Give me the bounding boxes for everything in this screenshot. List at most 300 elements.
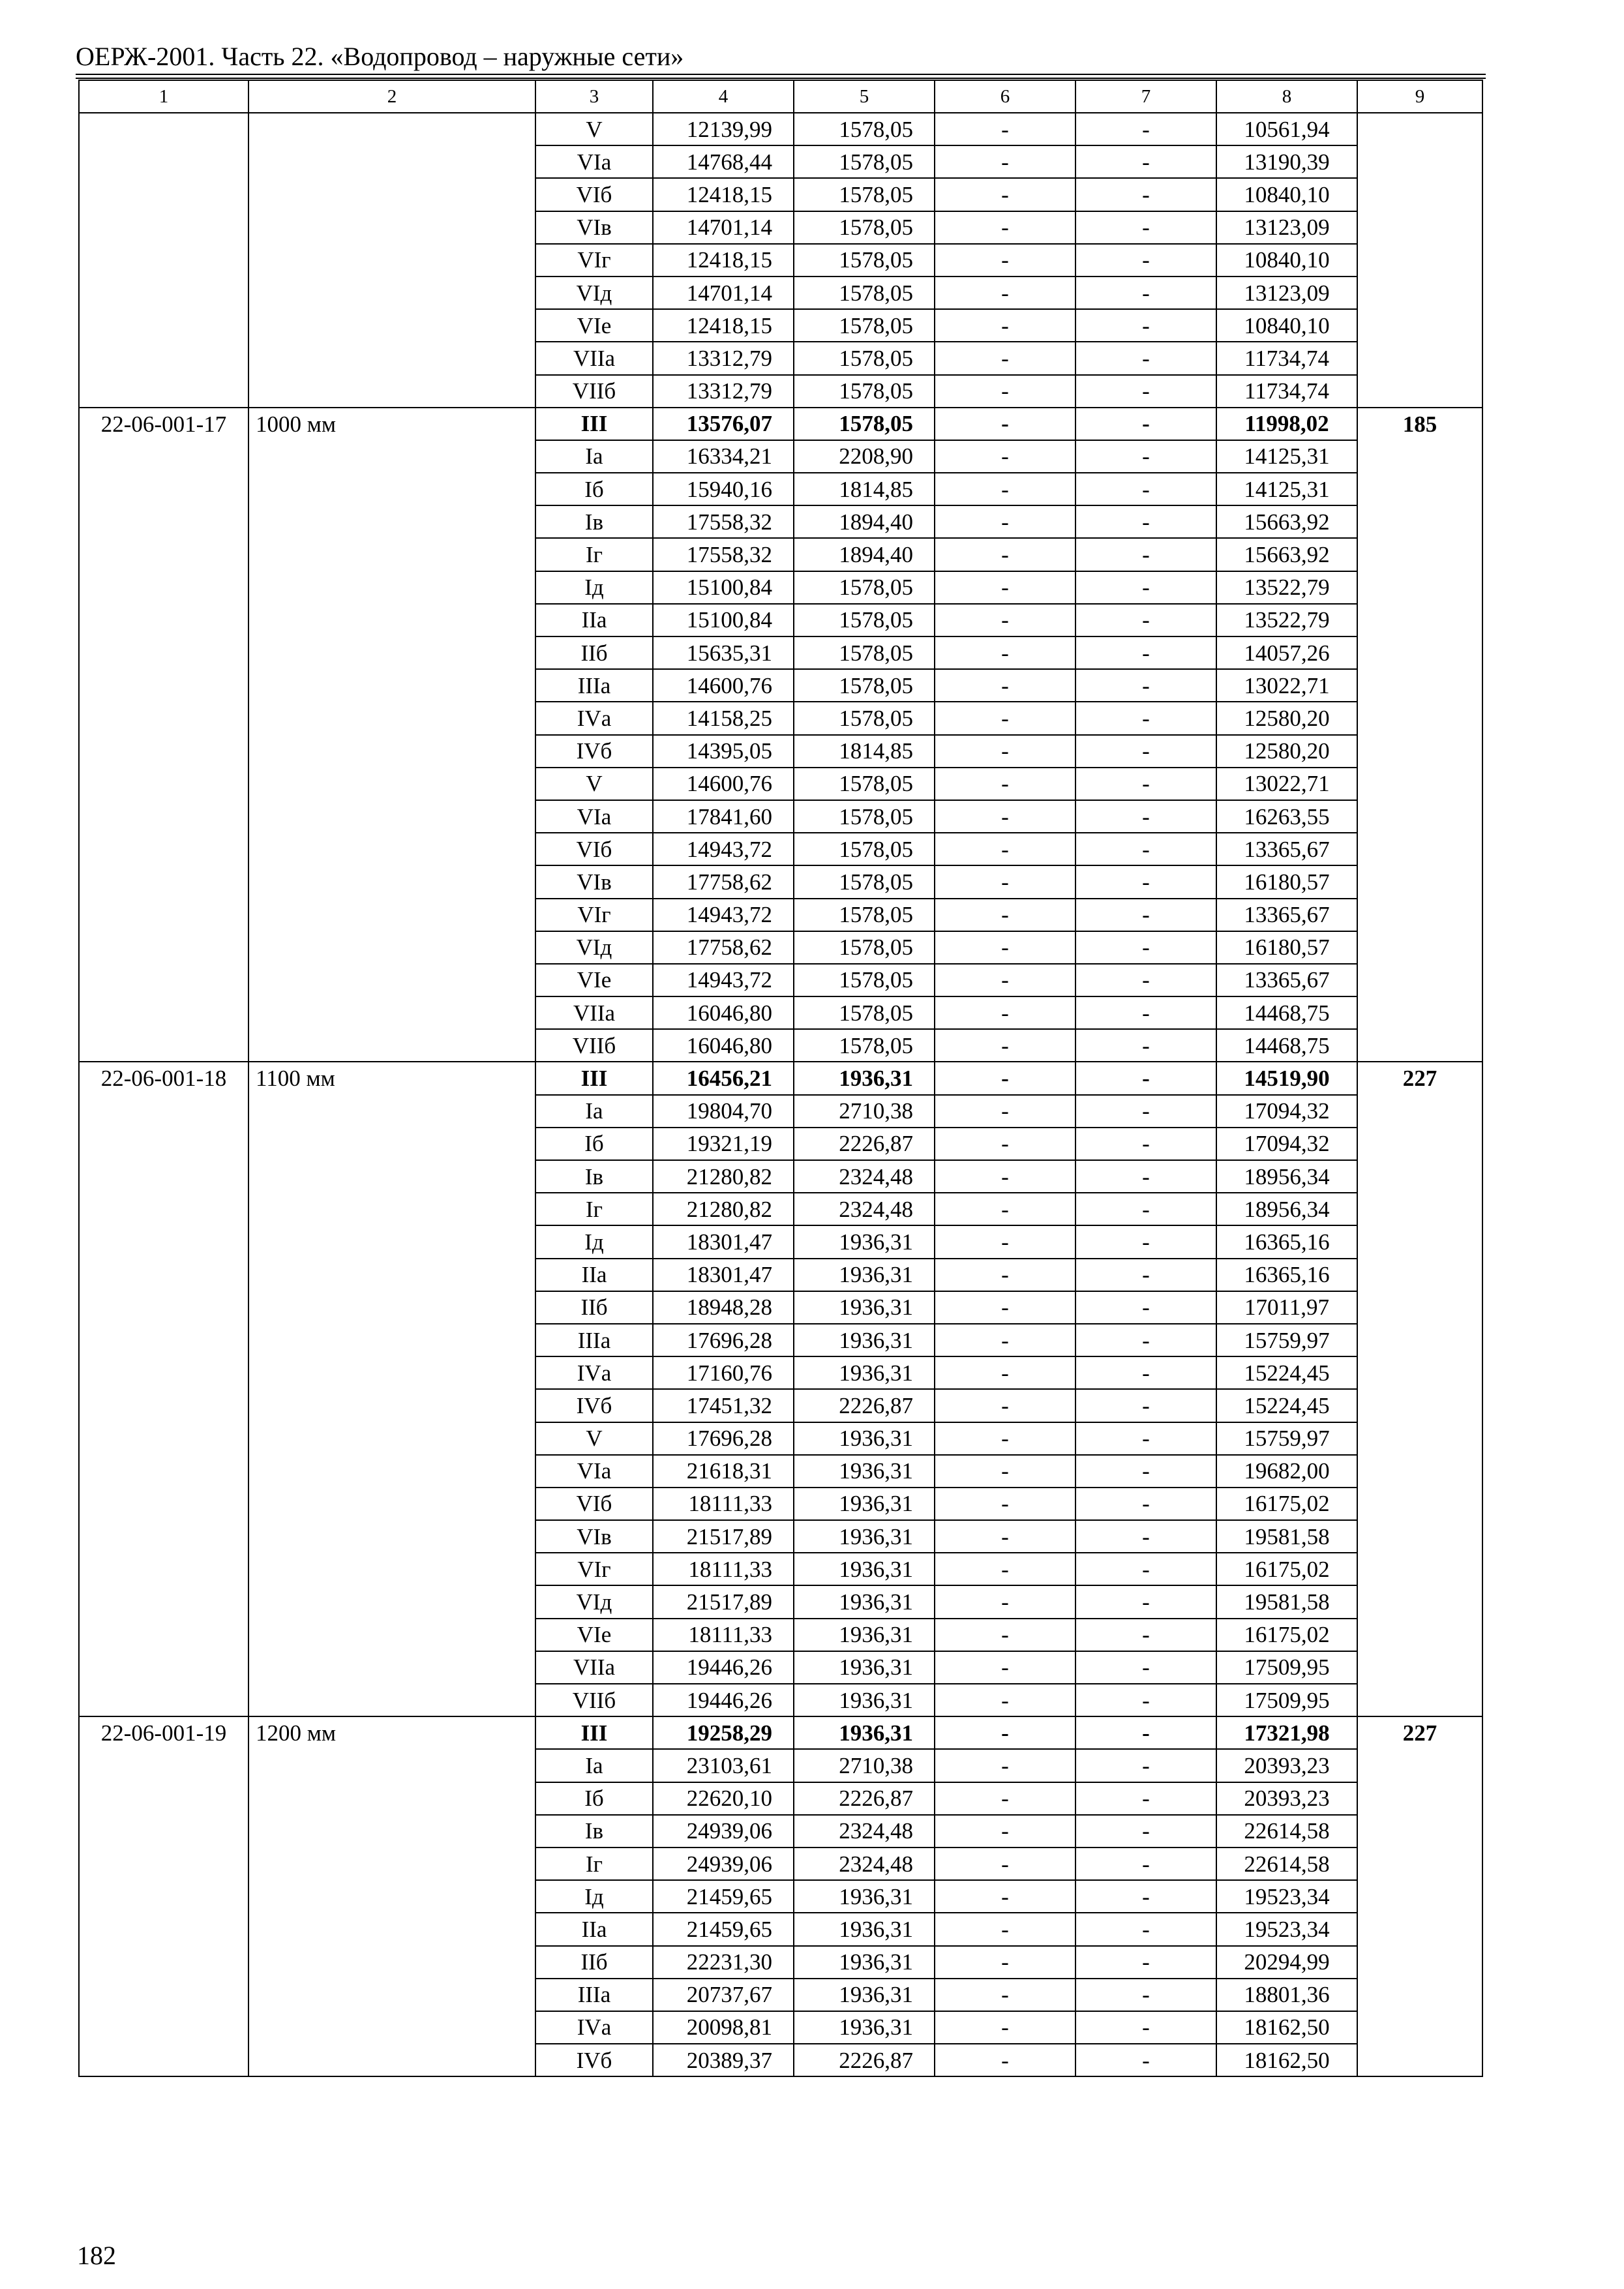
wages: 1578,05	[794, 375, 935, 408]
operator-wages: -	[1075, 1389, 1216, 1422]
total-cost: 19258,29	[653, 1716, 794, 1749]
machine-cost: -	[935, 1585, 1075, 1618]
region-zone: Iг	[535, 538, 653, 571]
materials-cost: 10840,10	[1216, 178, 1357, 211]
materials-cost: 13022,71	[1216, 669, 1357, 702]
machine-cost: -	[935, 1684, 1075, 1716]
operator-wages: -	[1075, 1815, 1216, 1848]
machine-cost: -	[935, 1324, 1075, 1356]
item-name: 1000 мм	[248, 408, 535, 1062]
wages: 1578,05	[794, 342, 935, 374]
machine-cost: -	[935, 899, 1075, 931]
wages: 1578,05	[794, 1029, 935, 1062]
wages: 1936,31	[794, 1520, 935, 1553]
region-zone: VIг	[535, 244, 653, 277]
machine-cost: -	[935, 1128, 1075, 1160]
total-cost: 17696,28	[653, 1422, 794, 1455]
total-cost: 17758,62	[653, 931, 794, 964]
wages: 2324,48	[794, 1815, 935, 1848]
total-cost: 20737,67	[653, 1979, 794, 2011]
labor-cost: 227	[1357, 1716, 1482, 2076]
machine-cost: -	[935, 1029, 1075, 1062]
materials-cost: 18162,50	[1216, 2011, 1357, 2044]
wages: 2226,87	[794, 1782, 935, 1815]
total-cost: 18111,33	[653, 1553, 794, 1585]
operator-wages: -	[1075, 1160, 1216, 1193]
operator-wages: -	[1075, 1259, 1216, 1291]
materials-cost: 11734,74	[1216, 342, 1357, 374]
region-zone: Iа	[535, 1749, 653, 1782]
total-cost: 16334,21	[653, 440, 794, 473]
region-zone: IIа	[535, 1913, 653, 1945]
region-zone: III	[535, 408, 653, 440]
region-zone: VIа	[535, 145, 653, 178]
materials-cost: 13022,71	[1216, 768, 1357, 800]
operator-wages: -	[1075, 1782, 1216, 1815]
operator-wages: -	[1075, 1488, 1216, 1520]
wages: 2226,87	[794, 1389, 935, 1422]
materials-cost: 19523,34	[1216, 1913, 1357, 1945]
region-zone: IVб	[535, 735, 653, 768]
operator-wages: -	[1075, 113, 1216, 145]
operator-wages: -	[1075, 1651, 1216, 1684]
wages: 1936,31	[794, 1979, 935, 2011]
column-number: 7	[1075, 80, 1216, 113]
materials-cost: 11998,02	[1216, 408, 1357, 440]
operator-wages: -	[1075, 145, 1216, 178]
total-cost: 22231,30	[653, 1946, 794, 1979]
operator-wages: -	[1075, 408, 1216, 440]
materials-cost: 13365,67	[1216, 833, 1357, 865]
region-zone: Iд	[535, 571, 653, 604]
operator-wages: -	[1075, 571, 1216, 604]
labor-cost: 227	[1357, 1062, 1482, 1716]
materials-cost: 14125,31	[1216, 473, 1357, 505]
machine-cost: -	[935, 636, 1075, 669]
machine-cost: -	[935, 1422, 1075, 1455]
total-cost: 21280,82	[653, 1193, 794, 1225]
region-zone: VIIа	[535, 1651, 653, 1684]
region-zone: IIа	[535, 604, 653, 636]
region-zone: VIа	[535, 1455, 653, 1488]
operator-wages: -	[1075, 1356, 1216, 1389]
total-cost: 17696,28	[653, 1324, 794, 1356]
total-cost: 15635,31	[653, 636, 794, 669]
wages: 2710,38	[794, 1749, 935, 1782]
region-zone: Iг	[535, 1193, 653, 1225]
machine-cost: -	[935, 768, 1075, 800]
materials-cost: 19682,00	[1216, 1455, 1357, 1488]
table-row	[79, 113, 1482, 145]
operator-wages: -	[1075, 996, 1216, 1029]
machine-cost: -	[935, 1259, 1075, 1291]
total-cost: 17841,60	[653, 800, 794, 833]
total-cost: 17558,32	[653, 505, 794, 538]
materials-cost: 15224,45	[1216, 1389, 1357, 1422]
wages: 1936,31	[794, 1553, 935, 1585]
region-zone: Iа	[535, 440, 653, 473]
region-zone: VIб	[535, 1488, 653, 1520]
total-cost: 14943,72	[653, 833, 794, 865]
total-cost: 16046,80	[653, 996, 794, 1029]
region-zone: VIг	[535, 1553, 653, 1585]
operator-wages: -	[1075, 1455, 1216, 1488]
machine-cost: -	[935, 1749, 1075, 1782]
materials-cost: 20294,99	[1216, 1946, 1357, 1979]
wages: 1578,05	[794, 931, 935, 964]
wages: 1578,05	[794, 604, 935, 636]
table-row	[79, 408, 1482, 440]
machine-cost: -	[935, 2044, 1075, 2076]
machine-cost: -	[935, 702, 1075, 734]
operator-wages: -	[1075, 178, 1216, 211]
total-cost: 21459,65	[653, 1913, 794, 1945]
materials-cost: 16175,02	[1216, 1553, 1357, 1585]
wages: 1894,40	[794, 505, 935, 538]
region-zone: III	[535, 1716, 653, 1749]
price-table-body	[79, 80, 1482, 2076]
machine-cost: -	[935, 1913, 1075, 1945]
total-cost: 16456,21	[653, 1062, 794, 1094]
region-zone: IVа	[535, 1356, 653, 1389]
column-number: 3	[535, 80, 653, 113]
operator-wages: -	[1075, 1225, 1216, 1258]
machine-cost: -	[935, 408, 1075, 440]
total-cost: 17558,32	[653, 538, 794, 571]
materials-cost: 19581,58	[1216, 1585, 1357, 1618]
materials-cost: 16180,57	[1216, 865, 1357, 898]
wages: 1578,05	[794, 571, 935, 604]
materials-cost: 16175,02	[1216, 1619, 1357, 1651]
wages: 1578,05	[794, 996, 935, 1029]
materials-cost: 16263,55	[1216, 800, 1357, 833]
wages: 1578,05	[794, 800, 935, 833]
machine-cost: -	[935, 1848, 1075, 1880]
materials-cost: 20393,23	[1216, 1749, 1357, 1782]
materials-cost: 13522,79	[1216, 571, 1357, 604]
materials-cost: 16365,16	[1216, 1225, 1357, 1258]
materials-cost: 13123,09	[1216, 211, 1357, 244]
machine-cost: -	[935, 604, 1075, 636]
total-cost: 24939,06	[653, 1848, 794, 1880]
region-zone: VIв	[535, 211, 653, 244]
operator-wages: -	[1075, 1749, 1216, 1782]
wages: 1578,05	[794, 636, 935, 669]
wages: 2208,90	[794, 440, 935, 473]
materials-cost: 10561,94	[1216, 113, 1357, 145]
wages: 1578,05	[794, 899, 935, 931]
region-zone: IIIа	[535, 1324, 653, 1356]
item-code: 22-06-001-17	[79, 408, 248, 1062]
region-zone: VIв	[535, 865, 653, 898]
labor-cost	[1357, 113, 1482, 408]
region-zone: Iв	[535, 1160, 653, 1193]
materials-cost: 15759,97	[1216, 1422, 1357, 1455]
header-divider-line	[76, 78, 1486, 79]
wages: 1936,31	[794, 1324, 935, 1356]
region-zone: VIе	[535, 309, 653, 342]
wages: 1814,85	[794, 473, 935, 505]
wages: 1936,31	[794, 1684, 935, 1716]
materials-cost: 16180,57	[1216, 931, 1357, 964]
machine-cost: -	[935, 244, 1075, 277]
region-zone: Iб	[535, 1128, 653, 1160]
machine-cost: -	[935, 1651, 1075, 1684]
operator-wages: -	[1075, 1520, 1216, 1553]
machine-cost: -	[935, 669, 1075, 702]
operator-wages: -	[1075, 1193, 1216, 1225]
total-cost: 14701,14	[653, 211, 794, 244]
machine-cost: -	[935, 1455, 1075, 1488]
total-cost: 14158,25	[653, 702, 794, 734]
wages: 2710,38	[794, 1095, 935, 1128]
item-code: 22-06-001-18	[79, 1062, 248, 1716]
machine-cost: -	[935, 1979, 1075, 2011]
region-zone: VIг	[535, 899, 653, 931]
materials-cost: 14057,26	[1216, 636, 1357, 669]
operator-wages: -	[1075, 277, 1216, 309]
region-zone: IIIа	[535, 1979, 653, 2011]
wages: 2226,87	[794, 1128, 935, 1160]
operator-wages: -	[1075, 735, 1216, 768]
total-cost: 18111,33	[653, 1619, 794, 1651]
wages: 1936,31	[794, 1880, 935, 1913]
materials-cost: 15663,92	[1216, 505, 1357, 538]
materials-cost: 13365,67	[1216, 964, 1357, 996]
machine-cost: -	[935, 1716, 1075, 1749]
total-cost: 15100,84	[653, 604, 794, 636]
total-cost: 17160,76	[653, 1356, 794, 1389]
machine-cost: -	[935, 931, 1075, 964]
wages: 1578,05	[794, 211, 935, 244]
operator-wages: -	[1075, 800, 1216, 833]
materials-cost: 22614,58	[1216, 1815, 1357, 1848]
region-zone: IVа	[535, 2011, 653, 2044]
total-cost: 13576,07	[653, 408, 794, 440]
operator-wages: -	[1075, 1716, 1216, 1749]
operator-wages: -	[1075, 1946, 1216, 1979]
operator-wages: -	[1075, 931, 1216, 964]
total-cost: 19321,19	[653, 1128, 794, 1160]
operator-wages: -	[1075, 1128, 1216, 1160]
operator-wages: -	[1075, 1291, 1216, 1324]
region-zone: IVб	[535, 1389, 653, 1422]
total-cost: 22620,10	[653, 1782, 794, 1815]
materials-cost: 14468,75	[1216, 1029, 1357, 1062]
total-cost: 14395,05	[653, 735, 794, 768]
operator-wages: -	[1075, 1880, 1216, 1913]
total-cost: 24939,06	[653, 1815, 794, 1848]
operator-wages: -	[1075, 473, 1216, 505]
materials-cost: 12580,20	[1216, 702, 1357, 734]
materials-cost: 10840,10	[1216, 244, 1357, 277]
operator-wages: -	[1075, 1848, 1216, 1880]
wages: 1936,31	[794, 1259, 935, 1291]
wages: 2324,48	[794, 1160, 935, 1193]
materials-cost: 15224,45	[1216, 1356, 1357, 1389]
region-zone: IVа	[535, 702, 653, 734]
region-zone: VIд	[535, 1585, 653, 1618]
region-zone: VIб	[535, 178, 653, 211]
region-zone: VIв	[535, 1520, 653, 1553]
region-zone: VIе	[535, 1619, 653, 1651]
total-cost: 12139,99	[653, 113, 794, 145]
operator-wages: -	[1075, 833, 1216, 865]
total-cost: 12418,15	[653, 309, 794, 342]
operator-wages: -	[1075, 1979, 1216, 2011]
machine-cost: -	[935, 145, 1075, 178]
materials-cost: 15663,92	[1216, 538, 1357, 571]
materials-cost: 15759,97	[1216, 1324, 1357, 1356]
materials-cost: 13123,09	[1216, 277, 1357, 309]
region-zone: Iа	[535, 1095, 653, 1128]
materials-cost: 10840,10	[1216, 309, 1357, 342]
total-cost: 21517,89	[653, 1585, 794, 1618]
machine-cost: -	[935, 277, 1075, 309]
total-cost: 14701,14	[653, 277, 794, 309]
price-table	[78, 80, 1483, 2077]
materials-cost: 19523,34	[1216, 1880, 1357, 1913]
region-zone: VIIб	[535, 375, 653, 408]
wages: 1578,05	[794, 408, 935, 440]
machine-cost: -	[935, 309, 1075, 342]
machine-cost: -	[935, 1880, 1075, 1913]
operator-wages: -	[1075, 244, 1216, 277]
machine-cost: -	[935, 1291, 1075, 1324]
total-cost: 21280,82	[653, 1160, 794, 1193]
region-zone: Iг	[535, 1848, 653, 1880]
wages: 1936,31	[794, 1422, 935, 1455]
total-cost: 17758,62	[653, 865, 794, 898]
operator-wages: -	[1075, 375, 1216, 408]
operator-wages: -	[1075, 440, 1216, 473]
column-number: 8	[1216, 80, 1357, 113]
wages: 1578,05	[794, 702, 935, 734]
total-cost: 13312,79	[653, 342, 794, 374]
wages: 1578,05	[794, 669, 935, 702]
column-number: 1	[79, 80, 248, 113]
operator-wages: -	[1075, 342, 1216, 374]
materials-cost: 13522,79	[1216, 604, 1357, 636]
machine-cost: -	[935, 473, 1075, 505]
operator-wages: -	[1075, 1095, 1216, 1128]
total-cost: 16046,80	[653, 1029, 794, 1062]
total-cost: 12418,15	[653, 244, 794, 277]
materials-cost: 17094,32	[1216, 1095, 1357, 1128]
operator-wages: -	[1075, 1585, 1216, 1618]
materials-cost: 18162,50	[1216, 2044, 1357, 2076]
region-zone: Iд	[535, 1880, 653, 1913]
operator-wages: -	[1075, 505, 1216, 538]
region-zone: IIIа	[535, 669, 653, 702]
materials-cost: 16365,16	[1216, 1259, 1357, 1291]
column-number: 4	[653, 80, 794, 113]
operator-wages: -	[1075, 702, 1216, 734]
operator-wages: -	[1075, 211, 1216, 244]
column-number: 9	[1357, 80, 1482, 113]
machine-cost: -	[935, 571, 1075, 604]
total-cost: 18301,47	[653, 1225, 794, 1258]
wages: 1936,31	[794, 1225, 935, 1258]
region-zone: Iв	[535, 505, 653, 538]
operator-wages: -	[1075, 1062, 1216, 1094]
wages: 1936,31	[794, 1946, 935, 1979]
operator-wages: -	[1075, 768, 1216, 800]
wages: 1814,85	[794, 735, 935, 768]
machine-cost: -	[935, 2011, 1075, 2044]
item-name: 1100 мм	[248, 1062, 535, 1716]
wages: 1936,31	[794, 1651, 935, 1684]
wages: 1578,05	[794, 865, 935, 898]
table-row	[79, 1062, 1482, 1094]
materials-cost: 13365,67	[1216, 899, 1357, 931]
column-number: 6	[935, 80, 1075, 113]
machine-cost: -	[935, 178, 1075, 211]
wages: 1578,05	[794, 178, 935, 211]
wages: 1936,31	[794, 1619, 935, 1651]
machine-cost: -	[935, 996, 1075, 1029]
region-zone: IIа	[535, 1259, 653, 1291]
total-cost: 18948,28	[653, 1291, 794, 1324]
region-zone: VIе	[535, 964, 653, 996]
table-row	[79, 1716, 1482, 1749]
total-cost: 15100,84	[653, 571, 794, 604]
page-header-title: ОЕРЖ-2001. Часть 22. «Водопровод – наружные сети»	[76, 42, 684, 71]
materials-cost: 22614,58	[1216, 1848, 1357, 1880]
wages: 1936,31	[794, 1585, 935, 1618]
wages: 1578,05	[794, 277, 935, 309]
total-cost: 17451,32	[653, 1389, 794, 1422]
region-zone: VIIб	[535, 1684, 653, 1716]
wages: 2226,87	[794, 2044, 935, 2076]
region-zone: IIб	[535, 1291, 653, 1324]
wages: 1578,05	[794, 244, 935, 277]
page-number: 182	[77, 2241, 116, 2270]
machine-cost: -	[935, 1160, 1075, 1193]
region-zone: V	[535, 1422, 653, 1455]
labor-cost: 185	[1357, 408, 1482, 1062]
operator-wages: -	[1075, 865, 1216, 898]
machine-cost: -	[935, 1520, 1075, 1553]
machine-cost: -	[935, 1946, 1075, 1979]
operator-wages: -	[1075, 1913, 1216, 1945]
machine-cost: -	[935, 1389, 1075, 1422]
materials-cost: 12580,20	[1216, 735, 1357, 768]
materials-cost: 13190,39	[1216, 145, 1357, 178]
materials-cost: 17509,95	[1216, 1651, 1357, 1684]
total-cost: 13312,79	[653, 375, 794, 408]
machine-cost: -	[935, 342, 1075, 374]
machine-cost: -	[935, 1095, 1075, 1128]
machine-cost: -	[935, 1356, 1075, 1389]
machine-cost: -	[935, 1225, 1075, 1258]
wages: 1936,31	[794, 1488, 935, 1520]
machine-cost: -	[935, 964, 1075, 996]
column-number: 5	[794, 80, 935, 113]
total-cost: 20389,37	[653, 2044, 794, 2076]
wages: 1578,05	[794, 833, 935, 865]
operator-wages: -	[1075, 2011, 1216, 2044]
total-cost: 19446,26	[653, 1684, 794, 1716]
wages: 1936,31	[794, 2011, 935, 2044]
region-zone: IIб	[535, 636, 653, 669]
machine-cost: -	[935, 865, 1075, 898]
region-zone: IVб	[535, 2044, 653, 2076]
machine-cost: -	[935, 735, 1075, 768]
item-code	[79, 113, 248, 408]
region-zone: Iв	[535, 1815, 653, 1848]
wages: 1578,05	[794, 113, 935, 145]
